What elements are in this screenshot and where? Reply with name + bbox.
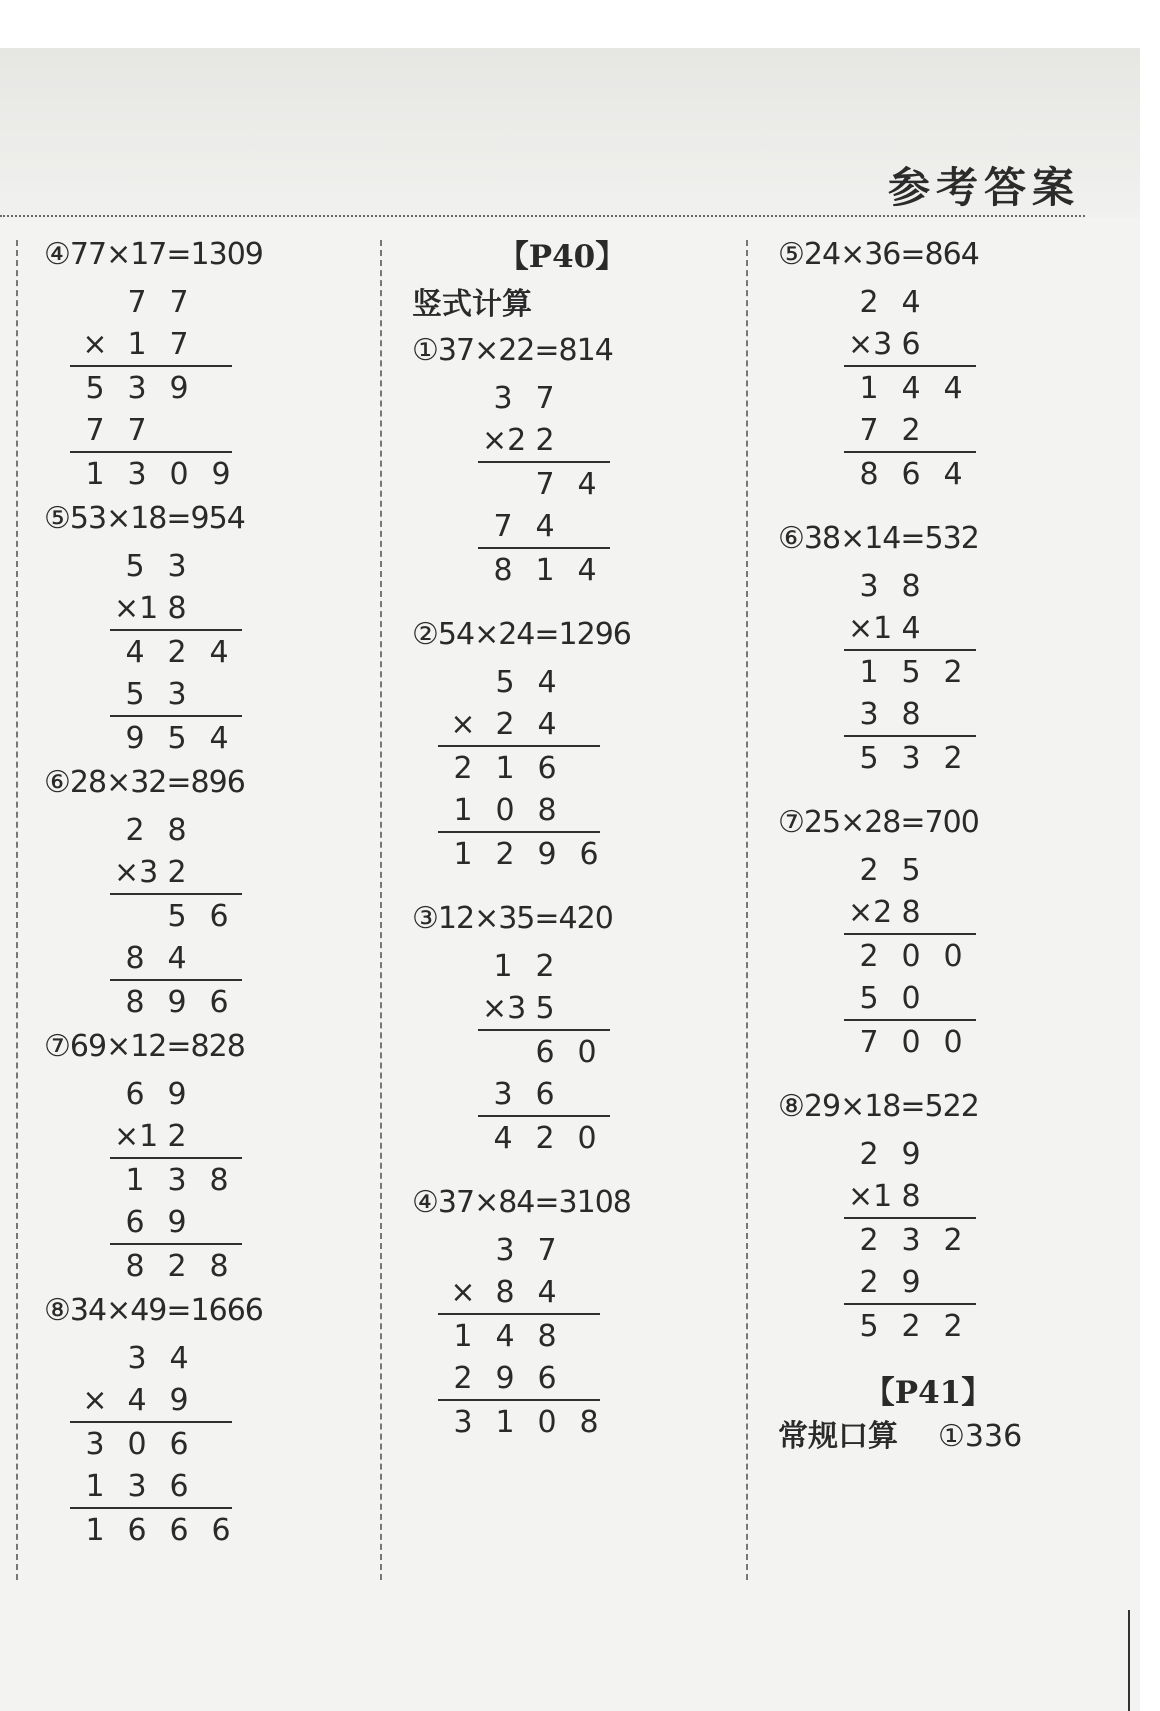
calc-row	[478, 505, 610, 549]
calc-row	[70, 409, 232, 453]
calc-row	[70, 367, 244, 409]
page-label-p40: 【P40】	[497, 239, 627, 275]
digit: 3	[127, 371, 147, 406]
digit: 2	[943, 1223, 963, 1258]
vertical-calculation	[44, 809, 244, 1023]
digit: 5	[859, 1309, 879, 1344]
digit: 0	[577, 1121, 597, 1156]
problem	[412, 615, 732, 875]
calc-row	[110, 937, 242, 981]
calc-row	[110, 717, 244, 759]
digit: 5	[167, 721, 187, 756]
calc-row	[70, 1465, 232, 1509]
vertical-calculation	[44, 1337, 244, 1551]
equation: ④77×17=1309	[44, 237, 263, 272]
digit: 6	[169, 1469, 189, 1504]
digit: 2	[535, 1121, 555, 1156]
digit: 2	[167, 1119, 187, 1154]
digit: 1	[453, 793, 473, 828]
digit: ×	[450, 707, 476, 742]
calc-row	[844, 1021, 978, 1063]
digit: 9	[901, 1265, 921, 1300]
equation: ⑥38×14=532	[778, 521, 979, 556]
calc-row	[844, 607, 976, 651]
digit: 8	[901, 1179, 921, 1214]
digit: 8	[901, 895, 921, 930]
calc-row	[844, 891, 976, 935]
column-divider-mid	[380, 240, 382, 1580]
digit: 1	[125, 1163, 145, 1198]
digit: ×1	[848, 1179, 893, 1214]
page-edge-mark	[1128, 1610, 1130, 1711]
calc-row	[844, 1133, 978, 1175]
digit: 2	[125, 813, 145, 848]
digit: 4	[209, 635, 229, 670]
section-title-vertical-calc: 竖式计算	[412, 287, 532, 322]
digit: 2	[453, 751, 473, 786]
digit: 8	[495, 1275, 515, 1310]
calc-row	[438, 747, 612, 789]
digit: 8	[537, 793, 557, 828]
problem	[412, 1183, 732, 1443]
digit: 1	[127, 327, 147, 362]
digit: 0	[577, 1035, 597, 1070]
calc-row	[844, 1261, 976, 1305]
equation: ⑥28×32=896	[44, 765, 245, 800]
calc-row	[70, 1423, 244, 1465]
section-title-oral-calc: 常规口算	[778, 1419, 898, 1454]
calc-row	[110, 1159, 244, 1201]
digit: 6	[535, 1077, 555, 1112]
digit: 6	[125, 1077, 145, 1112]
calc-row	[110, 809, 244, 851]
digit: 2	[943, 655, 963, 690]
equation: ③12×35=420	[412, 901, 613, 936]
calc-row	[110, 631, 244, 673]
digit: 7	[127, 413, 147, 448]
digit: 4	[537, 665, 557, 700]
digit: 2	[859, 285, 879, 320]
digit: 5	[901, 655, 921, 690]
calc-row	[844, 565, 978, 607]
digit: 5	[535, 991, 555, 1026]
calc-row	[438, 661, 612, 703]
digit: 4	[577, 467, 597, 502]
digit: 4	[127, 1383, 147, 1418]
digit: 7	[859, 413, 879, 448]
digit: 5	[859, 741, 879, 776]
equation: ①37×22=814	[412, 333, 613, 368]
vertical-calculation	[412, 1229, 612, 1443]
digit: 2	[901, 413, 921, 448]
digit: ×3	[482, 991, 527, 1026]
equation: ②54×24=1296	[412, 617, 631, 652]
calc-row	[70, 1509, 244, 1551]
digit: 0	[495, 793, 515, 828]
calc-row	[438, 1401, 612, 1443]
digit: 3	[85, 1427, 105, 1462]
calc-row	[844, 323, 976, 367]
digit: 2	[859, 853, 879, 888]
vertical-calculation	[412, 661, 612, 875]
column-divider-right	[746, 240, 748, 1580]
calc-row	[110, 851, 242, 895]
calc-row	[110, 587, 242, 631]
equation: ④37×84=3108	[412, 1185, 631, 1220]
digit: 8	[125, 985, 145, 1020]
digit: 8	[209, 1249, 229, 1284]
calc-row	[844, 409, 976, 453]
digit: 1	[85, 1469, 105, 1504]
digit: 4	[537, 707, 557, 742]
digit: 3	[167, 1163, 187, 1198]
digit: 0	[901, 939, 921, 974]
digit: 2	[535, 423, 555, 458]
oral-calc-line	[778, 1415, 1108, 1459]
digit: 9	[169, 1383, 189, 1418]
digit: 7	[537, 1233, 557, 1268]
problem	[44, 763, 364, 1023]
digit: 1	[453, 1319, 473, 1354]
digit: 7	[535, 467, 555, 502]
calc-row	[478, 463, 612, 505]
digit: 7	[85, 413, 105, 448]
digit: 0	[127, 1427, 147, 1462]
digit: 2	[167, 855, 187, 890]
page-title: 参考答案	[887, 163, 1080, 212]
digit: 4	[493, 1121, 513, 1156]
digit: 4	[169, 1341, 189, 1376]
calc-row	[438, 833, 612, 875]
calc-row	[110, 1201, 242, 1245]
digit: 7	[859, 1025, 879, 1060]
digit: 6	[537, 1361, 557, 1396]
calc-row	[844, 737, 978, 779]
vertical-calculation	[44, 281, 244, 495]
calc-row	[438, 1357, 600, 1401]
digit: 5	[859, 981, 879, 1016]
answer-column-3	[778, 235, 1108, 1459]
calc-row	[844, 453, 978, 495]
digit: 3	[493, 381, 513, 416]
digit: 2	[495, 707, 515, 742]
digit: 2	[943, 1309, 963, 1344]
oral-calc-answer: ①336	[938, 1419, 1023, 1454]
calc-row	[110, 673, 242, 717]
digit: 1	[859, 655, 879, 690]
calc-row	[844, 693, 976, 737]
digit: 6	[537, 751, 557, 786]
digit: 3	[493, 1077, 513, 1112]
digit: 3	[127, 1469, 147, 1504]
digit: 0	[537, 1405, 557, 1440]
digit: 2	[859, 939, 879, 974]
calc-row	[110, 895, 244, 937]
digit: ×2	[482, 423, 527, 458]
digit: 4	[901, 371, 921, 406]
digit: 9	[495, 1361, 515, 1396]
digit: 2	[535, 949, 555, 984]
digit: 5	[125, 677, 145, 712]
equation: ⑤53×18=954	[44, 501, 245, 536]
calc-row	[844, 935, 978, 977]
digit: 2	[901, 1309, 921, 1344]
digit: 5	[495, 665, 515, 700]
equation: ⑦69×12=828	[44, 1029, 245, 1064]
digit: 4	[209, 721, 229, 756]
digit: 2	[859, 1265, 879, 1300]
calc-row	[478, 419, 610, 463]
digit: 1	[85, 457, 105, 492]
digit: 1	[495, 751, 515, 786]
vertical-calculation	[778, 281, 978, 495]
digit: 9	[901, 1137, 921, 1172]
digit: 8	[859, 457, 879, 492]
calc-row	[110, 1115, 242, 1159]
digit: 0	[901, 1025, 921, 1060]
page-label-p41: 【P41】	[863, 1375, 993, 1411]
digit: 3	[859, 569, 879, 604]
problem	[44, 1291, 364, 1551]
problem	[412, 899, 732, 1159]
digit: 4	[901, 611, 921, 646]
digit: 4	[943, 457, 963, 492]
digit: 2	[167, 1249, 187, 1284]
digit: 3	[859, 697, 879, 732]
digit: 6	[125, 1205, 145, 1240]
digit: 1	[535, 553, 555, 588]
digit: 4	[537, 1275, 557, 1310]
problem	[778, 1087, 1108, 1347]
calc-row	[478, 549, 612, 591]
digit: 7	[169, 327, 189, 362]
vertical-calculation	[44, 545, 244, 759]
digit: ×	[82, 327, 108, 362]
digit: 8	[125, 1249, 145, 1284]
digit: 6	[579, 837, 599, 872]
digit: ×3	[114, 855, 159, 890]
calc-row	[70, 1379, 232, 1423]
digit: 8	[493, 553, 513, 588]
digit: 9	[211, 457, 231, 492]
calc-row	[478, 1117, 612, 1159]
calc-row	[438, 1315, 612, 1357]
digit: 4	[901, 285, 921, 320]
calc-row	[478, 987, 610, 1031]
digit: 6	[169, 1513, 189, 1548]
digit: 5	[125, 549, 145, 584]
digit: 3	[167, 677, 187, 712]
digit: 6	[901, 327, 921, 362]
vertical-calculation	[44, 1073, 244, 1287]
digit: 2	[453, 1361, 473, 1396]
header-divider	[0, 215, 1085, 217]
answer-column-1	[44, 235, 364, 1555]
calc-row	[438, 789, 600, 833]
calc-row	[478, 1073, 610, 1117]
digit: 0	[943, 939, 963, 974]
digit: 4	[125, 635, 145, 670]
digit: 2	[859, 1223, 879, 1258]
digit: 9	[169, 371, 189, 406]
equation: ⑤24×36=864	[778, 237, 979, 272]
digit: 4	[495, 1319, 515, 1354]
digit: 3	[127, 457, 147, 492]
problem	[778, 519, 1108, 779]
digit: 9	[167, 1077, 187, 1112]
digit: 8	[901, 569, 921, 604]
calc-row	[438, 1271, 600, 1315]
digit: 2	[495, 837, 515, 872]
calc-row	[844, 1175, 976, 1219]
digit: 4	[577, 553, 597, 588]
calc-row	[70, 323, 232, 367]
problem	[44, 499, 364, 759]
digit: 5	[85, 371, 105, 406]
digit: 7	[169, 285, 189, 320]
problem-list	[778, 235, 1108, 1347]
digit: ×	[82, 1383, 108, 1418]
digit: 6	[127, 1513, 147, 1548]
digit: 4	[943, 371, 963, 406]
column-divider-left	[16, 240, 18, 1580]
digit: 6	[209, 985, 229, 1020]
vertical-calculation	[778, 1133, 978, 1347]
digit: 6	[901, 457, 921, 492]
answer-column-2	[412, 235, 732, 1467]
vertical-calculation	[778, 565, 978, 779]
calc-row	[70, 453, 244, 495]
digit: 9	[167, 1205, 187, 1240]
calc-row	[844, 977, 976, 1021]
calc-row	[438, 703, 600, 747]
calc-row	[844, 281, 978, 323]
calc-row	[478, 1031, 612, 1073]
digit: ×1	[114, 591, 159, 626]
digit: ×1	[848, 611, 893, 646]
calc-row	[844, 367, 978, 409]
digit: 6	[169, 1427, 189, 1462]
calc-row	[844, 1305, 978, 1347]
equation: ⑦25×28=700	[778, 805, 979, 840]
problem	[778, 235, 1108, 495]
digit: ×1	[114, 1119, 159, 1154]
digit: 6	[535, 1035, 555, 1070]
calc-row	[110, 981, 244, 1023]
digit: 7	[535, 381, 555, 416]
digit: 2	[167, 635, 187, 670]
digit: 9	[537, 837, 557, 872]
digit: 3	[901, 1223, 921, 1258]
calc-row	[478, 945, 612, 987]
digit: 4	[535, 509, 555, 544]
problem	[412, 331, 732, 591]
digit: 8	[125, 941, 145, 976]
digit: 3	[495, 1233, 515, 1268]
calc-row	[438, 1229, 612, 1271]
problem-list	[412, 331, 732, 1443]
digit: 0	[169, 457, 189, 492]
digit: 8	[167, 813, 187, 848]
calc-row	[70, 1337, 244, 1379]
digit: 1	[85, 1513, 105, 1548]
vertical-calculation	[778, 849, 978, 1063]
digit: 9	[125, 721, 145, 756]
equation: ⑧29×18=522	[778, 1089, 979, 1124]
digit: ×3	[848, 327, 893, 362]
digit: 2	[943, 741, 963, 776]
calc-row	[844, 849, 978, 891]
digit: 6	[209, 899, 229, 934]
digit: ×	[450, 1275, 476, 1310]
calc-row	[478, 377, 612, 419]
calc-row	[844, 1219, 978, 1261]
problem	[44, 1027, 364, 1287]
digit: 1	[859, 371, 879, 406]
digit: 7	[493, 509, 513, 544]
digit: 3	[901, 741, 921, 776]
digit: 1	[493, 949, 513, 984]
digit: 5	[167, 899, 187, 934]
digit: 8	[209, 1163, 229, 1198]
digit: 3	[127, 1341, 147, 1376]
digit: 8	[579, 1405, 599, 1440]
digit: 8	[537, 1319, 557, 1354]
digit: 5	[901, 853, 921, 888]
calc-row	[70, 281, 244, 323]
vertical-calculation	[412, 377, 612, 591]
calc-row	[844, 651, 978, 693]
digit: 4	[167, 941, 187, 976]
calc-row	[110, 1073, 244, 1115]
digit: 3	[453, 1405, 473, 1440]
digit: 0	[901, 981, 921, 1016]
digit: 8	[901, 697, 921, 732]
digit: 7	[127, 285, 147, 320]
calc-row	[110, 545, 244, 587]
digit: 0	[943, 1025, 963, 1060]
digit: 2	[859, 1137, 879, 1172]
vertical-calculation	[412, 945, 612, 1159]
digit: 1	[495, 1405, 515, 1440]
digit: 6	[211, 1513, 231, 1548]
equation: ⑧34×49=1666	[44, 1293, 263, 1328]
digit: ×2	[848, 895, 893, 930]
digit: 1	[453, 837, 473, 872]
digit: 3	[167, 549, 187, 584]
problem	[44, 235, 364, 495]
calc-row	[110, 1245, 244, 1287]
problem	[778, 803, 1108, 1063]
digit: 8	[167, 591, 187, 626]
digit: 9	[167, 985, 187, 1020]
